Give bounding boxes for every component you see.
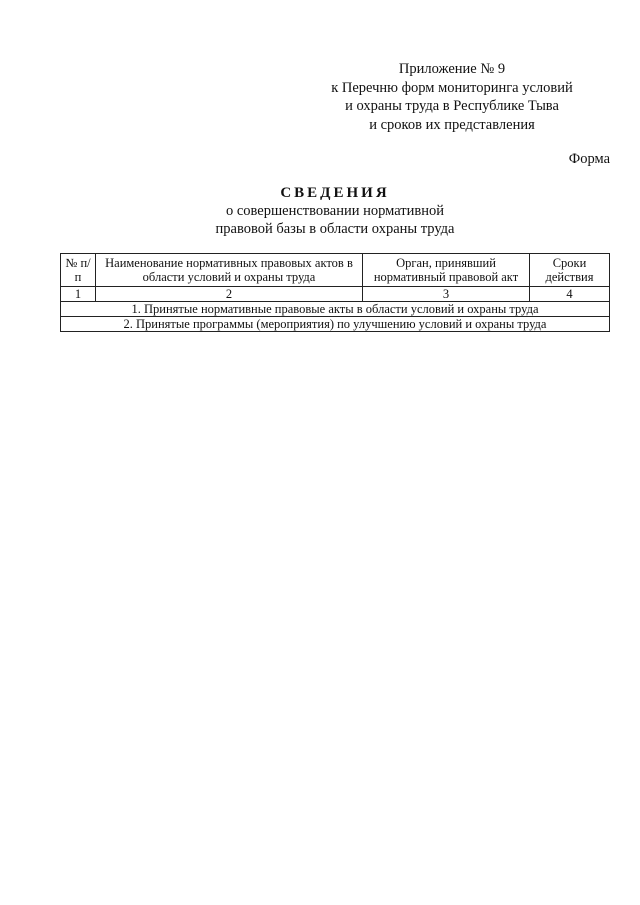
column-number-cell: 3 <box>363 287 530 302</box>
report-table <box>60 253 610 332</box>
appendix-line-2: к Перечню форм мониторинга условий <box>331 79 573 96</box>
title-block <box>60 184 610 238</box>
appendix-block <box>302 60 602 134</box>
header-validity-term: Сроки действия <box>530 254 610 287</box>
header-act-name: Наименование нормативных правовых актов в области условий и охраны труда <box>96 254 363 287</box>
section-row <box>61 302 610 317</box>
column-number-row <box>61 287 610 302</box>
form-label: Форма <box>568 151 610 167</box>
appendix-line-1: Приложение № 9 <box>398 61 506 77</box>
column-number-cell: 1 <box>61 287 96 302</box>
section-heading-2: 2. Принятые программы (мероприятия) по улучшению условий и охраны труда <box>61 317 610 332</box>
section-heading-1: 1. Принятые нормативные правовые акты в области условий и охраны труда <box>61 302 610 317</box>
appendix-line-3: и охраны труда в Республике Тыва <box>345 98 559 114</box>
section-row <box>61 317 610 332</box>
header-number: № п/п <box>61 254 96 287</box>
subtitle-line-2: правовой базы в области охраны труда <box>215 221 455 237</box>
column-number-cell: 4 <box>530 287 610 302</box>
table-header-row <box>61 254 610 287</box>
appendix-line-4: и сроков их представления <box>369 116 535 133</box>
column-number-cell: 2 <box>96 287 363 302</box>
header-issuing-body: Орган, принявший нормативный правовой акт <box>363 254 530 287</box>
subtitle-line-1: о совершенствовании нормативной <box>225 203 445 219</box>
document-title: СВЕДЕНИЯ <box>280 185 390 201</box>
